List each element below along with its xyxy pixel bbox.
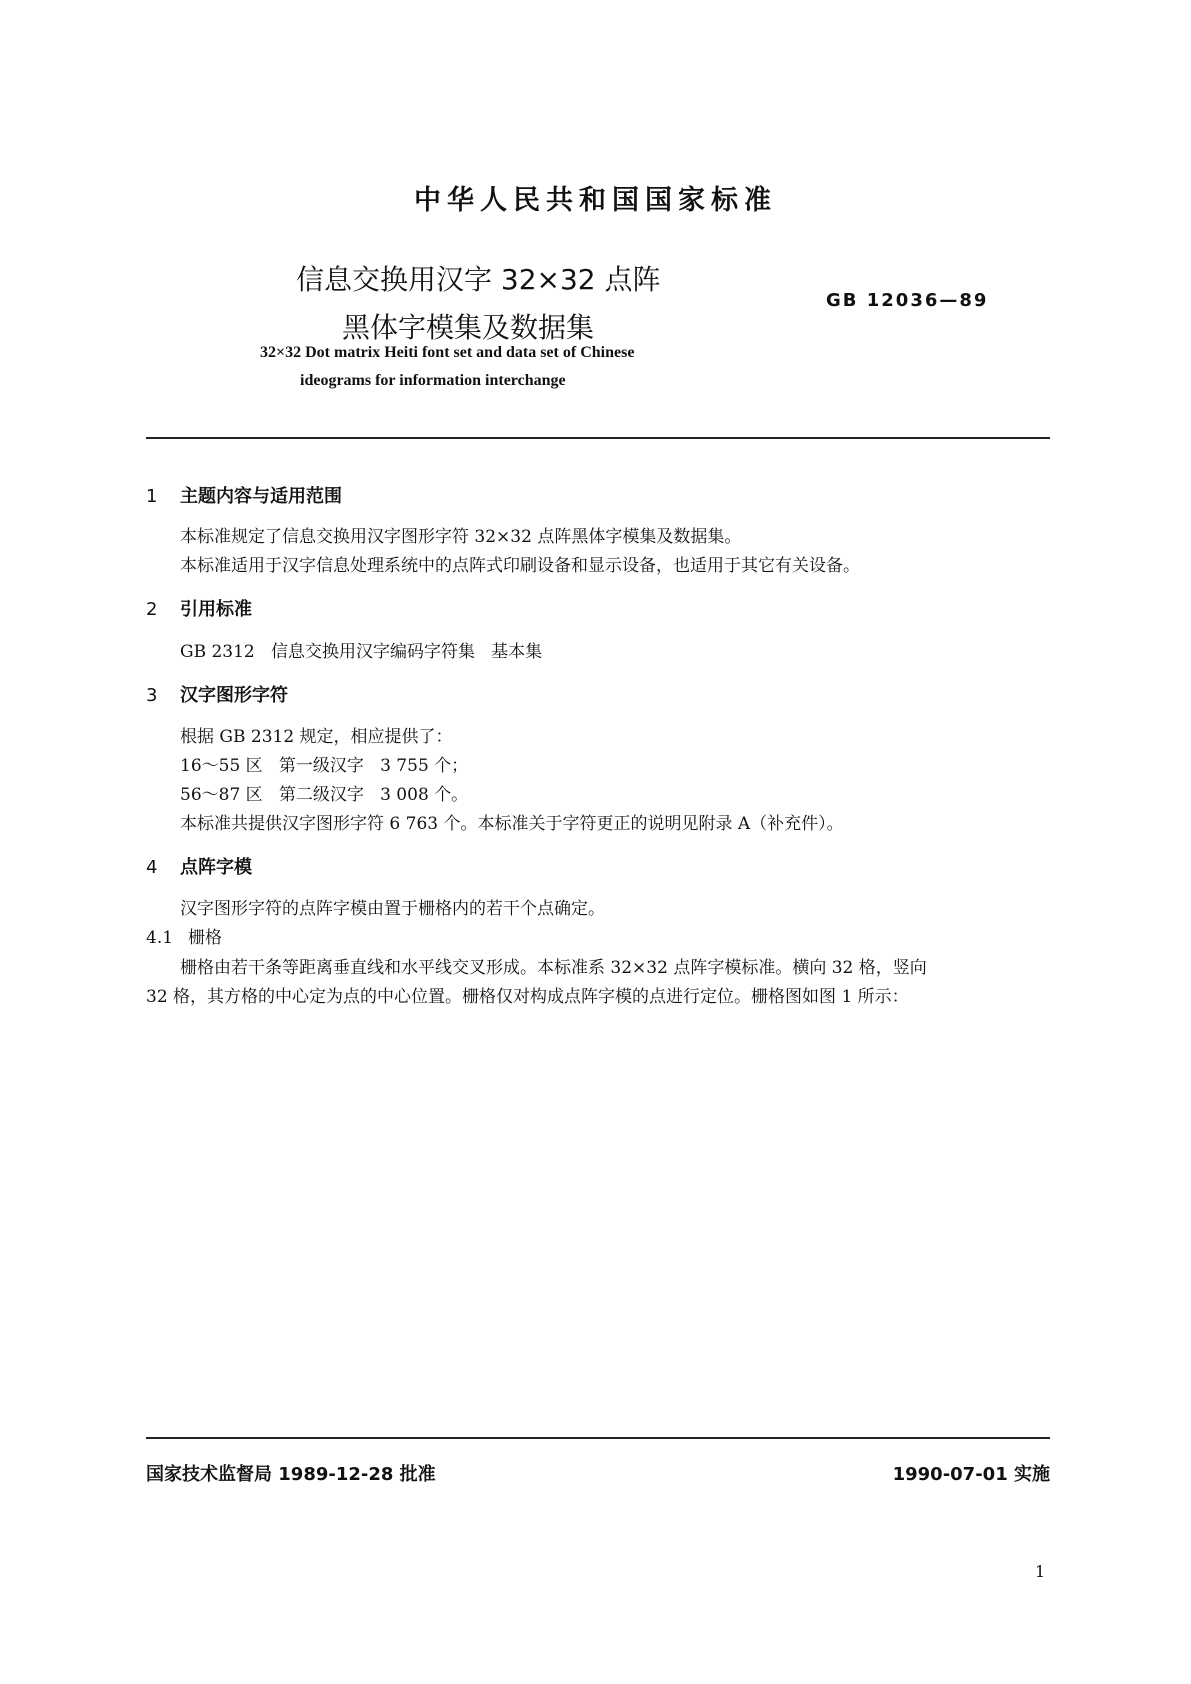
section-number: 1 xyxy=(146,486,158,507)
paragraph: 本标准共提供汉字图形字符 6 763 个。本标准关于字符更正的说明见附录 A（补充件）。 xyxy=(180,814,844,834)
top-divider xyxy=(146,437,1050,439)
implementation-date: 1990-07-01 实施 xyxy=(892,1464,1050,1485)
paragraph: 16～55 区 第一级汉字 3 755 个； xyxy=(180,756,469,776)
bottom-divider xyxy=(146,1437,1050,1439)
document-header: 中华人民共和国国家标准 xyxy=(414,185,777,216)
paragraph: 汉字图形字符的点阵字模由置于栅格内的若干个点确定。 xyxy=(180,899,605,919)
section-title: 点阵字模 xyxy=(180,857,252,878)
section-number: 3 xyxy=(146,685,158,706)
paragraph: 栅格由若干条等距离垂直线和水平线交叉形成。本标准系 32×32 点阵字模标准。横向 32 格，竖向 xyxy=(180,958,927,978)
section-title: 汉字图形字符 xyxy=(180,685,288,706)
section-number: 4 xyxy=(146,857,158,878)
page-number: 1 xyxy=(1035,1562,1046,1581)
subsection-number: 4.1 xyxy=(146,928,174,948)
subsection-4-1-heading xyxy=(146,923,222,948)
paragraph: 本标准适用于汉字信息处理系统中的点阵式印刷设备和显示设备，也适用于其它有关设备。 xyxy=(180,556,860,576)
paragraph: 本标准规定了信息交换用汉字图形字符 32×32 点阵黑体字模集及数据集。 xyxy=(180,527,742,547)
title-line-2: 黑体字模集及数据集 xyxy=(342,311,595,344)
subsection-title: 栅格 xyxy=(188,928,222,948)
english-title-line-2: ideograms for information interchange xyxy=(300,372,566,389)
paragraph: 32 格，其方格的中心定为点的中心位置。栅格仅对构成点阵字模的点进行定位。栅格图如图 1 所示： xyxy=(146,987,909,1007)
section-2-heading xyxy=(146,595,252,621)
paragraph: 根据 GB 2312 规定，相应提供了： xyxy=(180,727,453,747)
section-title: 主题内容与适用范围 xyxy=(180,486,342,507)
section-3-heading xyxy=(146,681,288,707)
section-1-heading xyxy=(146,482,342,508)
english-title-line-1: 32×32 Dot matrix Heiti font set and data set of Chinese xyxy=(260,344,635,361)
paragraph: 56～87 区 第二级汉字 3 008 个。 xyxy=(180,785,469,805)
section-4-heading xyxy=(146,853,252,879)
section-number: 2 xyxy=(146,599,158,620)
title-line-1: 信息交换用汉字 32×32 点阵 xyxy=(296,263,661,296)
approval-date: 国家技术监督局 1989-12-28 批准 xyxy=(146,1464,436,1485)
reference-standard: GB 2312 信息交换用汉字编码字符集 基本集 xyxy=(180,642,543,662)
section-title: 引用标准 xyxy=(180,599,252,620)
standard-number: GB 12036—89 xyxy=(826,290,989,311)
